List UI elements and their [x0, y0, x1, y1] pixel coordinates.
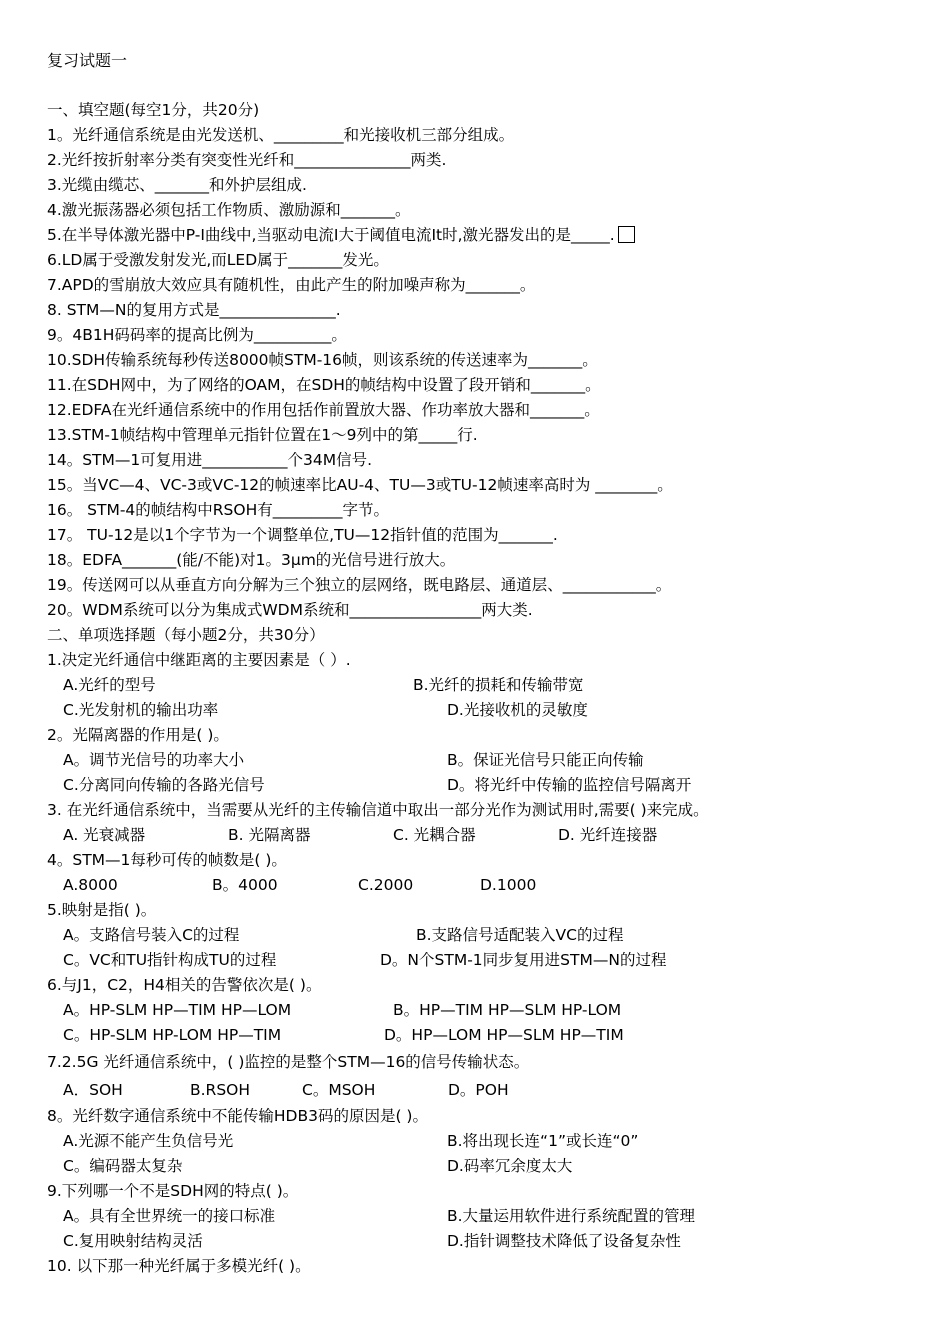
section1-heading: 一、填空题(每空1分，共20分) [47, 101, 260, 119]
option-a: A.光源不能产生负信号光 [63, 1132, 234, 1150]
option-c: C。HP-SLM HP-LOM HP—TIM [63, 1026, 282, 1044]
option-c: C.2000 [358, 876, 414, 894]
fill-item-18: 18。EDFA_______(能/不能)对1。3μm的光信号进行放大。 [47, 551, 456, 569]
question-5-options-row2 [47, 948, 937, 973]
question-4-options [47, 873, 937, 898]
option-b: B.大量运用软件进行系统配置的管理 [447, 1207, 696, 1225]
fill-item-16: 16。 STM-4的帧结构中RSOH有_________字节。 [47, 501, 389, 519]
question-1-stem: 1.决定光纤通信中继距离的主要因素是（ ）. [47, 651, 351, 669]
question-6-options-row2 [47, 1023, 937, 1048]
question-7-stem: 7.2.5G 光纤通信系统中，( )监控的是整个STM—16的信号传输状态。 [47, 1053, 530, 1071]
fill-item-15: 15。当VC—4、VC-3或VC-12的帧速率比AU-4、TU—3或TU-12帧速率高时为 ________。 [47, 476, 673, 494]
option-b: B. 光隔离器 [228, 826, 311, 844]
fill-item-5: 5.在半导体激光器中P-I曲线中,当驱动电流I大于阈值电流It时,激光器发出的是_____. [47, 226, 615, 244]
option-d: D。POH [448, 1081, 509, 1099]
question-2-stem: 2。光隔离器的作用是( )。 [47, 726, 229, 744]
fill-item-6: 6.LD属于受激发射发光,而LED属于_______发光。 [47, 251, 389, 269]
question-4-stem: 4。STM—1每秒可传的帧数是( )。 [47, 851, 287, 869]
question-8-options-row2 [47, 1154, 937, 1179]
option-b: B.光纤的损耗和传输带宽 [413, 676, 584, 694]
option-b: B.支路信号适配装入VC的过程 [416, 926, 624, 944]
fill-item-8: 8. STM—N的复用方式是_______________. [47, 301, 341, 319]
option-c: C.分离同向传输的各路光信号 [63, 776, 265, 794]
question-5-options-row1 [47, 923, 937, 948]
option-d: D. 光纤连接器 [558, 826, 658, 844]
option-d: D.1000 [480, 876, 537, 894]
exam-content [47, 98, 937, 1279]
option-c: C。VC和TU指针构成TU的过程 [63, 951, 277, 969]
option-c: C。MSOH [302, 1081, 376, 1099]
fill-item-20: 20。WDM系统可以分为集成式WDM系统和_________________两大类. [47, 601, 533, 619]
option-b: B。4000 [212, 876, 278, 894]
fill-item-13: 13.STM-1帧结构中管理单元指针位置在1～9列中的第_____行. [47, 426, 478, 444]
fill-item-14: 14。STM—1可复用进___________个34M信号. [47, 451, 373, 469]
option-d: D.光接收机的灵敏度 [447, 701, 588, 719]
section2-heading: 二、单项选择题（每小题2分，共30分） [47, 626, 325, 644]
question-9-options-row1 [47, 1204, 937, 1229]
fill-item-7: 7.APD的雪崩放大效应具有随机性，由此产生的附加噪声称为_______。 [47, 276, 536, 294]
option-a: A。HP-SLM HP—TIM HP—LOM [63, 1001, 292, 1019]
fill-item-11: 11.在SDH网中，为了网络的OAM，在SDH的帧结构中设置了段开销和_______。 [47, 376, 601, 394]
option-c: C.复用映射结构灵活 [63, 1232, 203, 1250]
option-a: A。调节光信号的功率大小 [63, 751, 245, 769]
option-d: D。HP—LOM HP—SLM HP—TIM [384, 1026, 624, 1044]
document-title: 复习试题一 [47, 51, 128, 70]
option-b: B.RSOH [190, 1081, 251, 1099]
option-d: D。将光纤中传输的监控信号隔离开 [447, 776, 692, 794]
option-c: C。编码器太复杂 [63, 1157, 183, 1175]
fill-item-10: 10.SDH传输系统每秒传送8000帧STM-16帧，则该系统的传送速率为_______。 [47, 351, 598, 369]
option-d: D.指针调整技术降低了设备复杂性 [447, 1232, 681, 1250]
fill-item-2: 2.光纤按折射率分类有突变性光纤和_______________两类. [47, 151, 447, 169]
option-d: D.码率冗余度太大 [447, 1157, 573, 1175]
fill-item-5-row [47, 223, 937, 248]
question-2-options-row1 [47, 748, 937, 773]
option-c: C. 光耦合器 [393, 826, 476, 844]
option-a: A. 光衰减器 [63, 826, 146, 844]
question-6-options-row1 [47, 998, 937, 1023]
option-d: D。N个STM-1同步复用进STM—N的过程 [380, 951, 667, 969]
question-7-options [47, 1076, 937, 1104]
option-b: B。HP—TIM HP—SLM HP-LOM [393, 1001, 622, 1019]
question-10-stem: 10. 以下那一种光纤属于多模光纤( )。 [47, 1257, 311, 1275]
question-8-options-row1 [47, 1129, 937, 1154]
option-c: C.光发射机的输出功率 [63, 701, 219, 719]
option-a: A。支路信号装入C的过程 [63, 926, 240, 944]
fill-item-12: 12.EDFA在光纤通信系统中的作用包括作前置放大器、作功率放大器和_______。 [47, 401, 600, 419]
question-3-stem: 3. 在光纤通信系统中，当需要从光纤的主传输信道中取出一部分光作为测试用时,需要( )来完成。 [47, 801, 709, 819]
fill-item-19: 19。传送网可以从垂直方向分解为三个独立的层网络，既电路层、通道层、____________。 [47, 576, 672, 594]
option-a: A．SOH [63, 1081, 123, 1099]
option-a: A.8000 [63, 876, 118, 894]
fill-item-17: 17。 TU-12是以1个字节为一个调整单位,TU—12指针值的范围为_______. [47, 526, 558, 544]
option-a: A。具有全世界统一的接口标准 [63, 1207, 276, 1225]
fill-item-4: 4.激光振荡器必须包括工作物质、激励源和_______。 [47, 201, 411, 219]
question-9-options-row2 [47, 1229, 937, 1254]
question-6-stem: 6.与J1，C2，H4相关的告警依次是( )。 [47, 976, 322, 994]
question-8-stem: 8。光纤数字通信系统中不能传输HDB3码的原因是( )。 [47, 1107, 428, 1125]
answer-box [618, 226, 635, 243]
question-5-stem: 5.映射是指( )。 [47, 901, 157, 919]
question-1-options-row2 [47, 698, 937, 723]
question-1-options-row1 [47, 673, 937, 698]
fill-item-3: 3.光缆由缆芯、_______和外护层组成. [47, 176, 307, 194]
option-b: B.将出现长连“1”或长连“0” [447, 1132, 639, 1150]
option-b: B。保证光信号只能正向传输 [447, 751, 644, 769]
question-9-stem: 9.下列哪一个不是SDH网的特点( )。 [47, 1182, 299, 1200]
question-2-options-row2 [47, 773, 937, 798]
question-3-options [47, 823, 937, 848]
fill-item-9: 9。4B1H码码率的提高比例为__________。 [47, 326, 347, 344]
option-a: A.光纤的型号 [63, 676, 156, 694]
fill-item-1: 1。光纤通信系统是由光发送机、_________和光接收机三部分组成。 [47, 126, 515, 144]
